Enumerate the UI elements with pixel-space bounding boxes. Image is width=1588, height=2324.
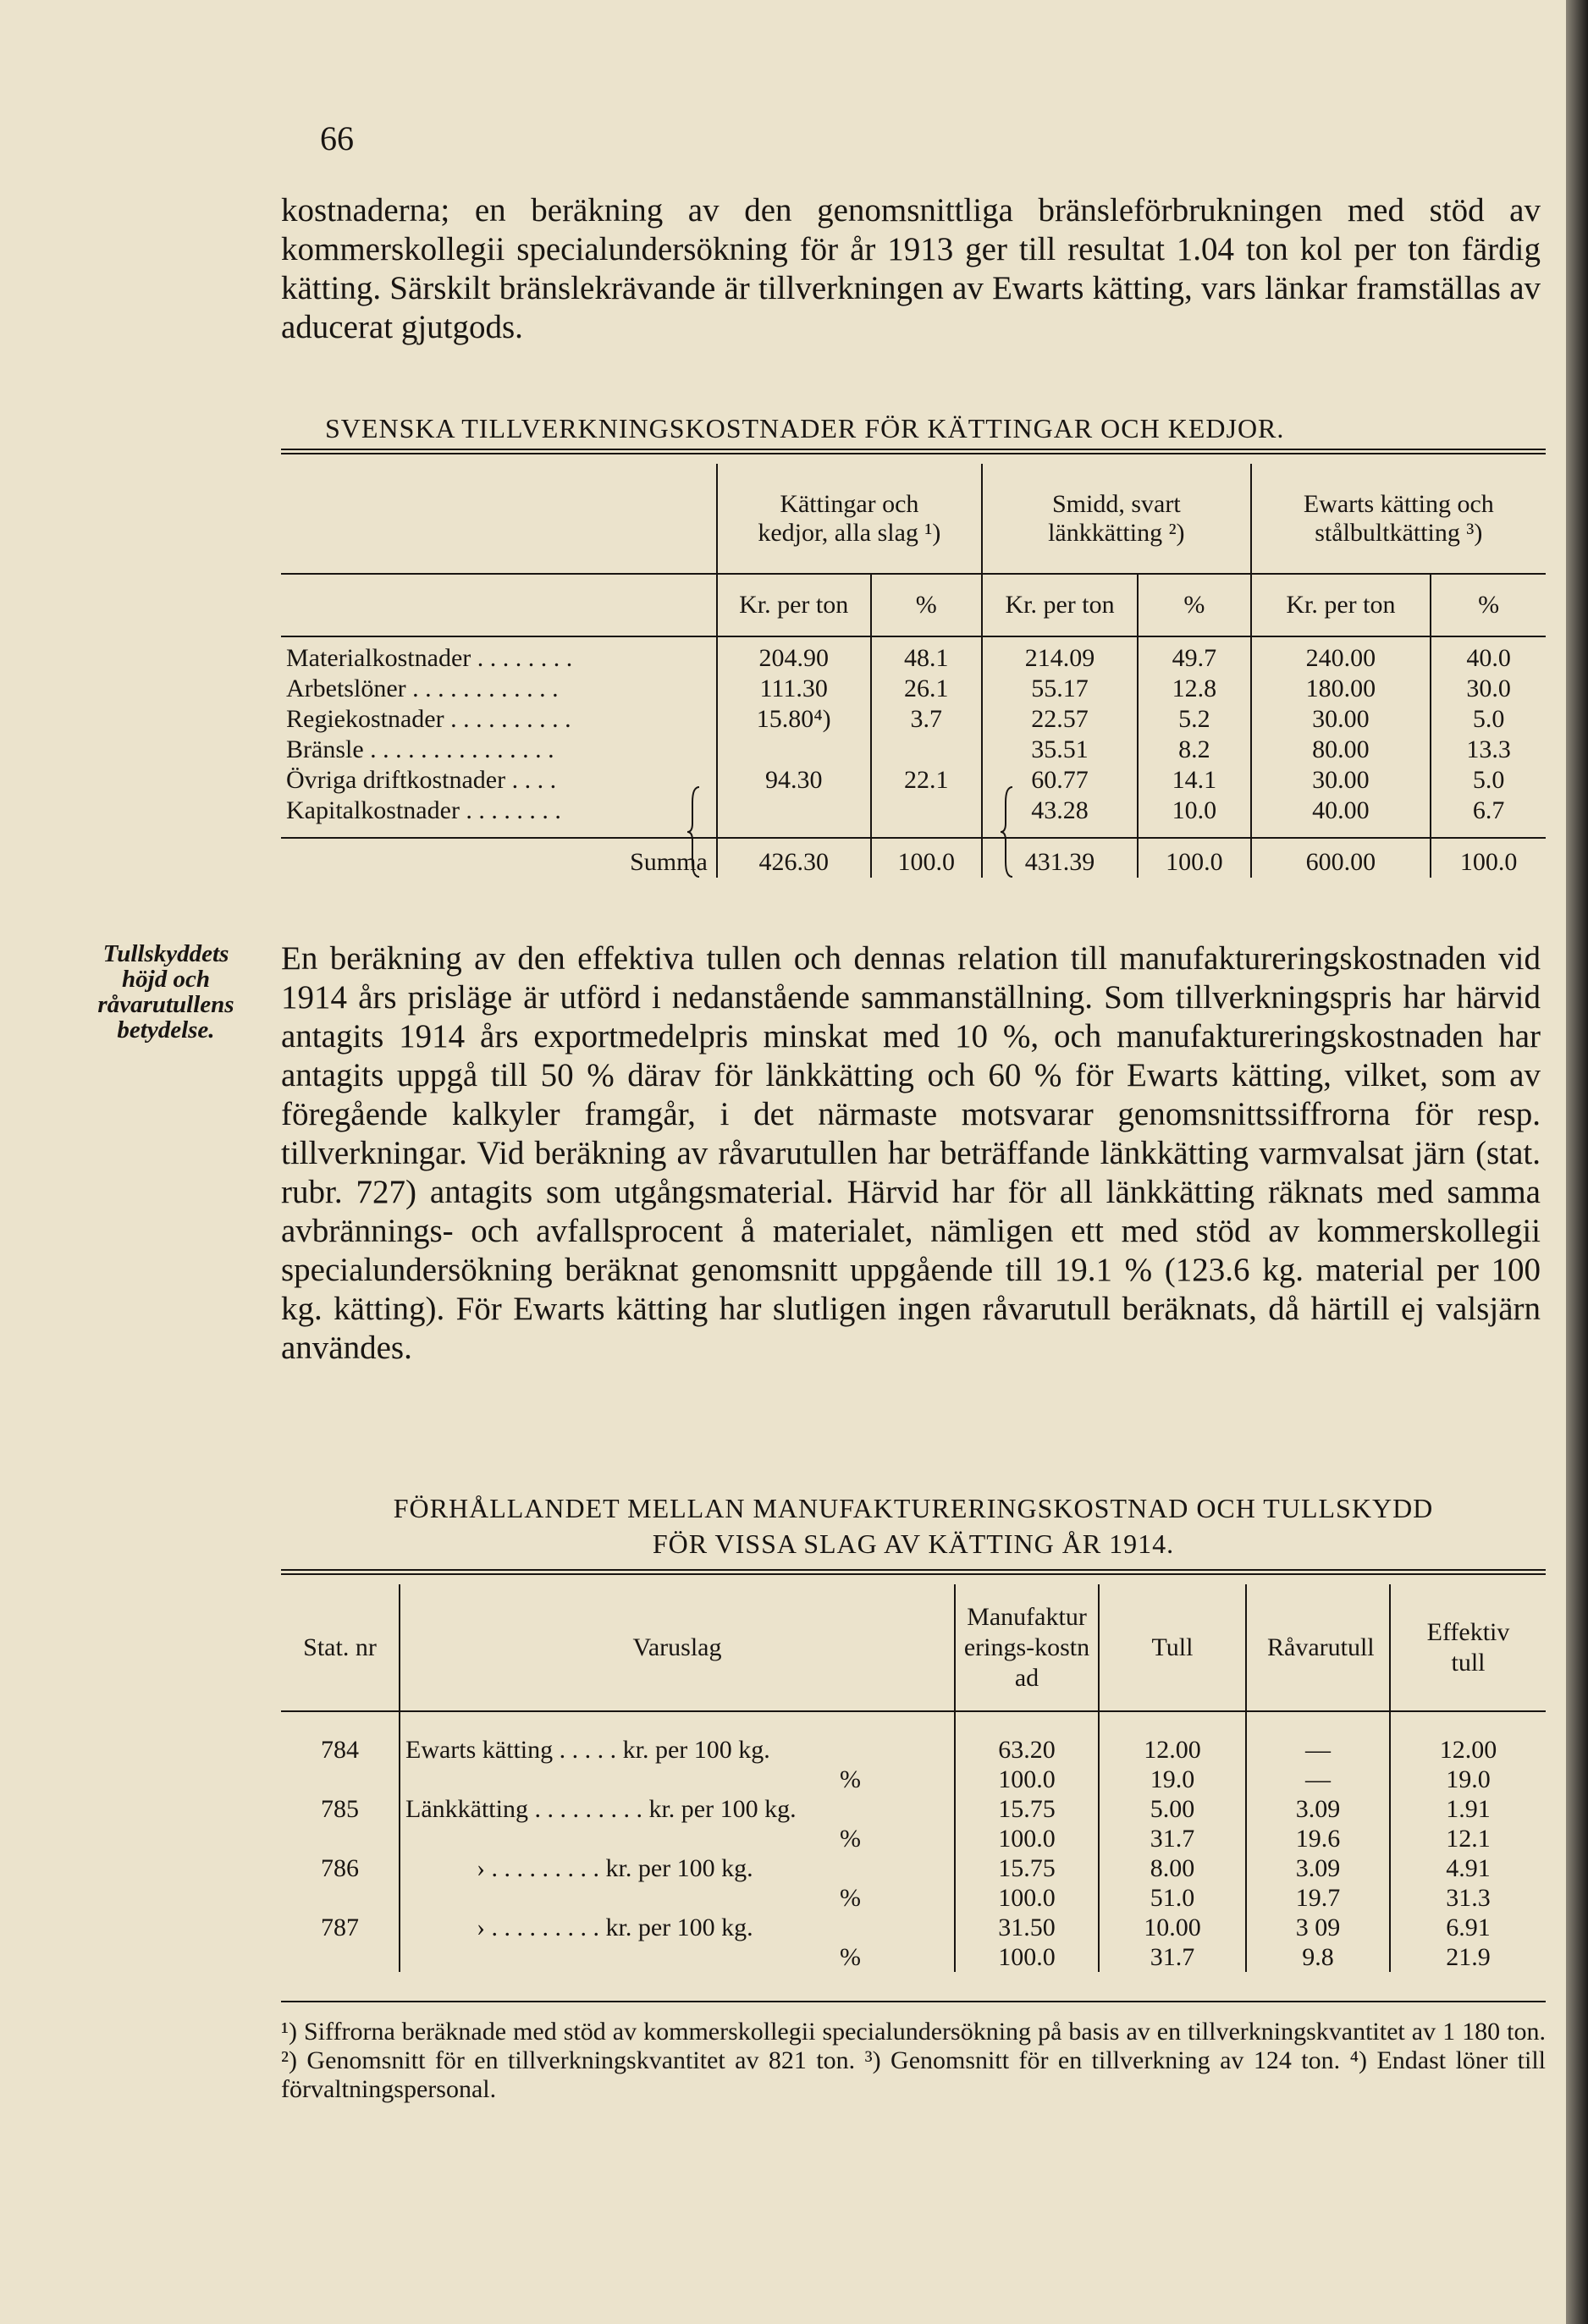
- cell: 26.1: [871, 674, 982, 704]
- cell: 204.90: [717, 643, 871, 674]
- cost-table: [281, 464, 1546, 878]
- cell: 214.09: [982, 643, 1138, 674]
- cell: 3.09: [1246, 1794, 1390, 1824]
- cell: 55.17: [982, 674, 1138, 704]
- cell: 51.0: [1099, 1883, 1246, 1913]
- cell: 19.0: [1390, 1765, 1546, 1794]
- table-row: [281, 1913, 1546, 1942]
- table2-top-rule: [281, 1569, 1546, 1575]
- table-row: [281, 1853, 1546, 1883]
- brace-left-icon: [687, 785, 704, 878]
- table2-title-line1: FÖRHÅLLANDET MELLAN MANUFAKTURERINGSKOSTNAD OCH TULLSKYDD: [393, 1493, 1434, 1523]
- cell: 15.75: [955, 1853, 1099, 1883]
- cell: 10.0: [1138, 796, 1251, 826]
- cell: 31.3: [1390, 1883, 1546, 1913]
- page-number: 66: [320, 119, 354, 157]
- cell: 1.91: [1390, 1794, 1546, 1824]
- cell: 8.2: [1138, 735, 1251, 765]
- row-label: Bränsle . . . . . . . . . . . . . . .: [286, 735, 554, 763]
- stat-nr: 786: [321, 1854, 359, 1882]
- table-row: [281, 1883, 1546, 1913]
- row-label: Övriga driftkostnader . . . .: [286, 766, 557, 794]
- cell: 21.9: [1390, 1942, 1546, 1972]
- cell: 5.0: [1431, 765, 1546, 796]
- cell: 35.51: [982, 735, 1138, 765]
- cell: 30.00: [1251, 765, 1431, 796]
- cell: 30.00: [1251, 704, 1431, 735]
- table2-bottom-rule: [281, 2001, 1546, 2002]
- cell: —: [1246, 1765, 1390, 1794]
- varuslag: %: [400, 1942, 955, 1972]
- tariff-table: [281, 1584, 1546, 1972]
- cell: 22.1: [871, 765, 982, 796]
- subheader-kr: Kr. per ton: [1251, 574, 1431, 636]
- varuslag: Länkkätting . . . . . . . . . kr. per 100 kg.: [400, 1794, 955, 1824]
- header-manufakt: Manufakturerings-kostnad: [955, 1584, 1099, 1711]
- cell: 22.57: [982, 704, 1138, 735]
- margin-note: Tullskyddets höjd och råvarutullens betydelse.: [97, 940, 234, 1044]
- cell: 100.0: [955, 1765, 1099, 1794]
- cell: 3 09: [1246, 1913, 1390, 1942]
- cell: 100.0: [871, 838, 982, 878]
- row-label: Kapitalkostnader . . . . . . . .: [286, 796, 561, 824]
- header-stat-nr: Stat. nr: [303, 1633, 377, 1661]
- cell: —: [1246, 1735, 1390, 1765]
- cell: 9.8: [1246, 1942, 1390, 1972]
- table-row: [281, 704, 1546, 735]
- varuslag: %: [400, 1824, 955, 1853]
- varuslag: › . . . . . . . . . kr. per 100 kg.: [400, 1913, 955, 1942]
- row-label: Regiekostnader . . . . . . . . . .: [286, 705, 571, 733]
- cell: 5.2: [1138, 704, 1251, 735]
- cell: 5.0: [1431, 704, 1546, 735]
- table-row: [281, 1735, 1546, 1765]
- cell: 12.00: [1099, 1735, 1246, 1765]
- header-ravarutull: Råvarutull: [1246, 1584, 1390, 1711]
- paragraph-tariff: En beräkning av den effektiva tullen och dennas relation till manufaktureringskostnaden vid 1914 års prisläge är utförd i nedanstående sammanställning. Som tillverkningspris har härvid antagits 1914 års exportmedelpris minskat med 10 %, och manufaktureringskostnaden har antagits uppgå till 50 % därav för länkkätting och 60 % för Ewarts kätting, vilket, som av föregående kalkyler framgår, i det närmaste motsvarar genomsnittssiffrorna för resp. tillverkningar. Vid beräkning av råvarutullen har beträffande länkkätting varmvalsat järn (stat. rubr. 727) antagits som utgångsmaterial. Härvid har för all länkkätting räknats med samma avbrännings- och avfallsprocent å materialet, nämligen ett med stöd av kommerskollegii specialundersökning beräknat genomsnitt uppgående till 19.1 % (123.6 kg. material per 100 kg. kätting). För Ewarts kätting har slutligen ingen råvarutull beräknats, då härtill ej valsjärn användes.: [281, 940, 1541, 1366]
- cell: 49.7: [1138, 643, 1251, 674]
- cell: 100.0: [1431, 838, 1546, 878]
- cell: 80.00: [1251, 735, 1431, 765]
- subheader-pct: %: [1138, 574, 1251, 636]
- total-label: Summa: [630, 848, 708, 876]
- cell: 30.0: [1431, 674, 1546, 704]
- varuslag: › . . . . . . . . . kr. per 100 kg.: [400, 1853, 955, 1883]
- cell: 100.0: [955, 1824, 1099, 1853]
- paragraph-fuel: kostnaderna; en beräkning av den genomsnittliga bränsleförbrukningen med stöd av kommerskollegii specialundersökning för år 1913 ger till resultat 1.04 ton kol per ton färdig kätting. Särskilt bränslekrävande är tillverkningen av Ewarts kätting, vars länkar framställas av aducerat gjutgods.: [281, 192, 1541, 345]
- cell: 63.20: [955, 1735, 1099, 1765]
- cell: 43.28: [982, 796, 1138, 826]
- table-row: [281, 1794, 1546, 1824]
- table-row: [281, 643, 1546, 674]
- cell: 15.75: [955, 1794, 1099, 1824]
- cell: 40.0: [1431, 643, 1546, 674]
- header-varuslag: Varuslag: [400, 1584, 955, 1711]
- varuslag: Ewarts kätting . . . . . kr. per 100 kg.: [400, 1735, 955, 1765]
- header-effektiv: Effektiv tull: [1390, 1584, 1546, 1711]
- cell: 426.30: [717, 838, 871, 878]
- table-row: [281, 1942, 1546, 1972]
- cell: 12.00: [1390, 1735, 1546, 1765]
- cell: 111.30: [717, 674, 871, 704]
- cell: 13.3: [1431, 735, 1546, 765]
- cell: 31.7: [1099, 1824, 1246, 1853]
- table-total-row: [281, 838, 1546, 878]
- brace-right-icon: [1001, 785, 1017, 878]
- footnotes: ¹) Siffrorna beräknade med stöd av kommerskollegii specialundersökning på basis av en tillverkningskvantitet av 1 180 ton. ²) Genomsnitt för en tillverkningskvantitet av 821 ton. ³) Genomsnitt för en tillverkning av 124 ton. ⁴) Endast löner till förvaltningspersonal.: [281, 2018, 1546, 2103]
- cell: 31.50: [955, 1913, 1099, 1942]
- group-header-all: Kättingar och kedjor, alla slag ¹): [717, 464, 982, 574]
- cell: 12.8: [1138, 674, 1251, 704]
- cell: 6.91: [1390, 1913, 1546, 1942]
- cell: 19.7: [1246, 1883, 1390, 1913]
- table-row: [281, 796, 1546, 826]
- row-label: Materialkostnader . . . . . . . .: [286, 644, 573, 672]
- subheader-kr: Kr. per ton: [717, 574, 871, 636]
- cell: 3.09: [1246, 1853, 1390, 1883]
- table-row: [281, 1824, 1546, 1853]
- table-row: [281, 1765, 1546, 1794]
- subheader-pct: %: [871, 574, 982, 636]
- varuslag: %: [400, 1883, 955, 1913]
- cell: 19.6: [1246, 1824, 1390, 1853]
- stat-nr: 787: [321, 1914, 359, 1941]
- cell: 14.1: [1138, 765, 1251, 796]
- cell: 4.91: [1390, 1853, 1546, 1883]
- cell: 100.0: [955, 1942, 1099, 1972]
- subheader-kr: Kr. per ton: [982, 574, 1138, 636]
- cell: 100.0: [1138, 838, 1251, 878]
- cell: 600.00: [1251, 838, 1431, 878]
- cell: 431.39: [982, 838, 1138, 878]
- cell: 31.7: [1099, 1942, 1246, 1972]
- table1-top-rule: [281, 449, 1546, 454]
- cell: 40.00: [1251, 796, 1431, 826]
- group-header-smidd: Smidd, svart länkkätting ²): [982, 464, 1251, 574]
- table-row: [281, 735, 1546, 765]
- table-row: [281, 674, 1546, 704]
- table2-title-line2: FÖR VISSA SLAG AV KÄTTING ÅR 1914.: [652, 1528, 1175, 1559]
- cell: 94.30: [717, 765, 871, 796]
- cell: 15.80⁴): [717, 704, 871, 735]
- cell: 3.7: [871, 704, 982, 735]
- row-label: Arbetslöner . . . . . . . . . . . .: [286, 675, 559, 702]
- subheader-pct: %: [1431, 574, 1546, 636]
- cell: 8.00: [1099, 1853, 1246, 1883]
- cell: 12.1: [1390, 1824, 1546, 1853]
- table1-title: SVENSKA TILLVERKNINGSKOSTNADER FÖR KÄTTINGAR OCH KEDJOR.: [325, 413, 1285, 443]
- cell: 5.00: [1099, 1794, 1246, 1824]
- cell: 240.00: [1251, 643, 1431, 674]
- stat-nr: 785: [321, 1795, 359, 1823]
- book-spine-shadow: [1566, 0, 1588, 2324]
- cell: 60.77: [982, 765, 1138, 796]
- table-row: [281, 765, 1546, 796]
- varuslag: %: [400, 1765, 955, 1794]
- cell: 48.1: [871, 643, 982, 674]
- cell: 180.00: [1251, 674, 1431, 704]
- stat-nr: 784: [321, 1736, 359, 1764]
- group-header-ewarts: Ewarts kätting och stålbultkätting ³): [1251, 464, 1546, 574]
- cell: 19.0: [1099, 1765, 1246, 1794]
- cell: 6.7: [1431, 796, 1546, 826]
- header-tull: Tull: [1099, 1584, 1246, 1711]
- cell: 100.0: [955, 1883, 1099, 1913]
- cell: 10.00: [1099, 1913, 1246, 1942]
